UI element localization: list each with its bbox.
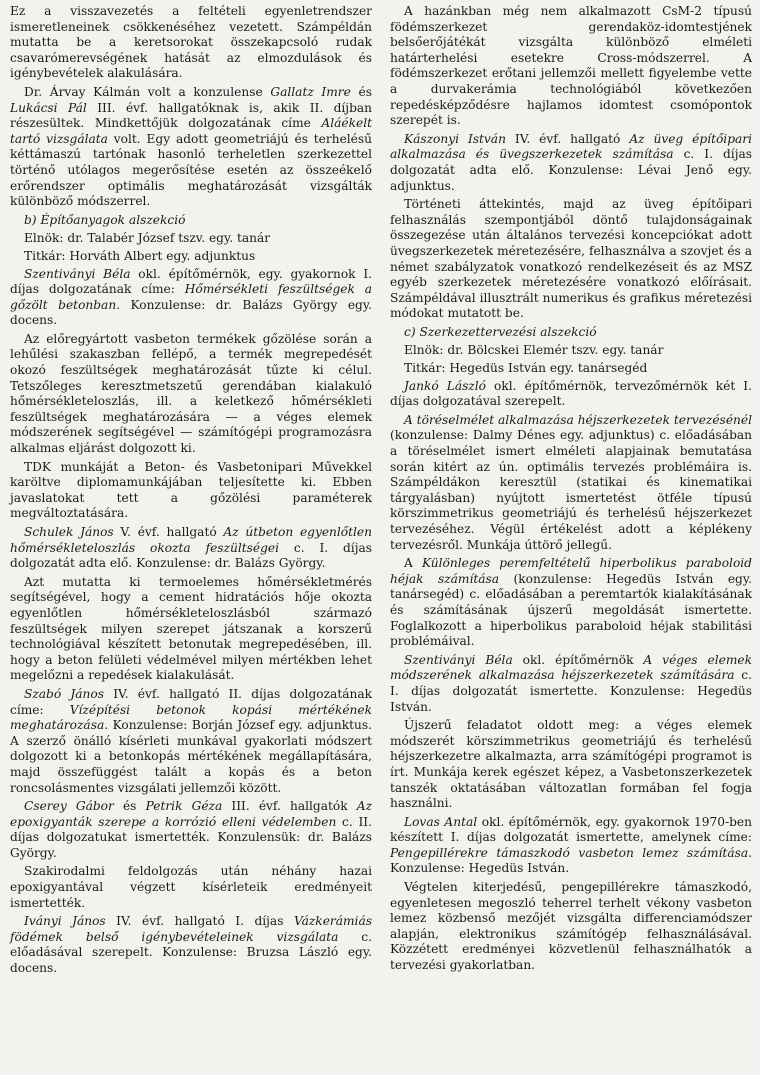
italic-text: Az útbeton egyenlőtlen hőmérsékleteloszlás okozta feszültségei <box>10 525 372 555</box>
italic-text: Építőanyagok alszekció <box>40 212 186 227</box>
italic-text: Gallatz Imre <box>270 84 351 99</box>
text-run: c. I. díjas dolgozatát ismertette. Konzulense: Hegedüs István. <box>390 668 753 714</box>
text-run: . Konzulense: Borján József egy. adjunktus. A szerző önálló kísérleti munkával gyakorlati módszert dolgozott ki a betonkopás mértékének megállapítására, majd összefüggést talált a kopás és a beton roncsolásmentes vizsgálati jellemzői között. <box>10 718 372 795</box>
text-run: c. II. díjas dolgozatukat ismertették. Konzulensük: dr. Balázs György. <box>10 814 372 860</box>
section-heading <box>10 213 372 229</box>
text-run: (konzulense: Dalmy Dénes egy. adjunktus) c. előadásában a töréselmélet ismert elméleti alapjainak bemutatása során kitért az ún. optimális tervezés problémáira is. Számpéldákon keresztül (statikai és kinematikai tárgyalásban) nyújtott ismertetést ötféle típusú körszimmetrikus geometriájú és terhelésű héjszerkezet tervezéséhez. Végül értékelést adott a képlékeny tervezésről. Munkája úttörő jellegű. <box>390 428 752 552</box>
italic-text: Schulek János <box>24 525 114 539</box>
committee-line <box>390 343 752 359</box>
text-run: Újszerű feladatot oldott meg: a véges elemek módszerét körszimmetrikus geometriájú és terhelésű héjszerkezetre alkalmazta, arra számítógépi programot is írt. Munkája kerek egészet képez, a Vasbetonszerkezetek tanszék oktatásában változatlan formában fel fogja használni. <box>390 718 752 811</box>
paragraph <box>390 556 752 650</box>
text-run: Elnök: dr. Bölcskei Elemér tszv. egy. tanár <box>404 343 664 358</box>
italic-text: Szentiványi Béla <box>24 266 131 281</box>
paragraph <box>390 815 752 877</box>
text-run: Ez a visszavezetés a feltételi egyenletrendszer ismeretleneinek csökkenéséhez vezetett. Számpéldán mutatta be a keretsorokat összekapcsoló rudak csavarómerevségének hatását az elmozdulások és igénybevételek alakulására. <box>10 4 372 81</box>
paragraph <box>390 653 752 715</box>
text-run: okl. építőmérnök, egy. gyakornok I. díjas dolgozatának címe: <box>10 266 373 297</box>
paragraph <box>390 4 752 129</box>
paragraph <box>10 864 372 911</box>
paragraph <box>390 718 752 812</box>
text-run: III. évf. hallgatók <box>222 799 357 814</box>
left-column <box>10 4 372 980</box>
text-run: A hazánkban még nem alkalmazott CsM-2 típusú födémszerkezet gerendaköz-idomtestjének belsőerőjátékát vizsgálta különböző elméleti határterhelési esetekre Cross-módszerrel. A födémszerkezet erőtani jellemzői mellett figyelembe vette a durvakerámia technológiából következően repedésképződésre hajlamos idomtest csomópontok szerepét is. <box>390 4 752 128</box>
paragraph <box>390 880 752 974</box>
text-run: c. előadásával szerepelt. Konzulense: Bruzsa László egy. docens. <box>10 929 373 976</box>
text-run: Dr. Árvay Kálmán volt a konzulense <box>24 84 271 99</box>
italic-text: Szentiványi Béla <box>404 652 513 667</box>
italic-text: Az üveg építőipari alkalmazása és üvegszerkezetek számítása <box>390 131 752 162</box>
paragraph <box>10 525 372 572</box>
paragraph <box>10 85 372 210</box>
committee-line <box>10 231 372 247</box>
text-run: . Konzulense: Hegedüs István. <box>390 845 752 876</box>
paragraph <box>390 197 752 322</box>
italic-text: Hőmérsékleti feszültségek a gőzölt betonban <box>10 282 372 312</box>
text-run: okl. építőmérnök, tervezőmérnök két I. díjas dolgozatával szerepelt. <box>390 378 752 409</box>
italic-text: Kászonyi István <box>404 131 506 146</box>
committee-line <box>10 249 372 265</box>
text-run: Elnök: dr. Talabér József tszv. egy. tanár <box>24 231 271 246</box>
paragraph <box>10 575 372 684</box>
text-run: Titkár: Horváth Albert egy. adjunktus <box>24 248 256 263</box>
italic-text: Az epoxigyanták szerepe a korrózió elleni védelemben <box>10 799 372 829</box>
text-run: Szakirodalmi feldolgozás után néhány hazai epoxigyantával végzett kísérleteik eredményeit ismertették. <box>10 864 372 910</box>
paragraph <box>10 332 372 457</box>
committee-line <box>390 361 752 377</box>
paragraph <box>10 4 372 82</box>
text-run: okl. építőmérnök <box>512 652 644 667</box>
paragraph <box>10 460 372 522</box>
italic-text: Különleges peremfeltételű hiperbolikus paraboloid héjak számítása <box>390 556 752 586</box>
text-run: (konzulense: Hegedüs István egy. tanársegéd) c. előadásában a peremtartók kialakításának és számításának újszerű megoldását ismertette. Foglalkozott a hiperbolikus paraboloid héjak stabilitási problémáival. <box>390 571 752 649</box>
text-run: A <box>404 556 422 571</box>
text-run: és <box>113 799 146 814</box>
italic-text: A véges elemek módszerének alkalmazása héjszerkezetek számítására <box>390 652 752 683</box>
italic-text: Jankó László <box>404 378 487 393</box>
text-run: és <box>350 84 373 99</box>
paragraph <box>390 379 752 410</box>
text-run: IV. évf. hallgató I. díjas <box>105 914 294 929</box>
paragraph <box>10 914 372 976</box>
italic-text: Cserey Gábor <box>24 799 114 814</box>
text-run: Titkár: Hegedüs István egy. tanársegéd <box>404 361 648 376</box>
text-run: volt. Egy adott geometriájú és terhelésű kéttámaszú tartónak hasonló terheletlen szerkezettel történő utólagos megerősítése esetén az összeékelő erőrendszer optimális meghatározását vizsgálták különböző módszerrel. <box>10 131 372 209</box>
italic-text: Szerkezettervezési alszekció <box>419 324 597 339</box>
text-run: Az előregyártott vasbeton termékek gőzölése során a lehűlési szakaszban fellépő, a termék megrepedését okozó feszültségek meghatározását tűzte ki célul. Tetszőleges keresztmetszetű gerendában kialakuló hőmérsékleteloszlás, ill. a keletkező hőmérsékleti feszültségek meghatározására — a véges elemek módszerének segítségével — számítógépi programozásra alkalmas eljárást dolgozott ki. <box>10 331 372 456</box>
text-run: okl. építőmérnök, egy. gyakornok 1970-ben készített I. díjas dolgozatát ismertette, amelynek címe: <box>390 814 752 845</box>
text-run: c) <box>404 324 420 339</box>
section-heading <box>390 325 752 341</box>
text-run: IV. évf. hallgató <box>505 131 630 146</box>
paragraph <box>10 687 372 796</box>
text-run: III. évf. hallgatóknak is, akik II. díjban részesültek. Mindkettőjük dolgozatának címe <box>10 100 372 131</box>
italic-text: Iványi János <box>24 914 106 929</box>
italic-text: Aláékelt tartó vizsgálata <box>10 116 372 146</box>
paragraph <box>390 413 752 553</box>
italic-text: Lovas Antal <box>404 814 478 829</box>
italic-text: Vázkerámiás födémek belső igénybevételeinek vizsgálata <box>10 914 372 944</box>
italic-text: Szabó János <box>24 686 104 701</box>
text-run: V. évf. hallgató <box>113 525 224 539</box>
right-column <box>390 4 752 977</box>
paragraph <box>10 267 372 329</box>
italic-text: A töréselmélet alkalmazása héjszerkezetek tervezésénél <box>404 412 752 427</box>
paragraph <box>390 132 752 194</box>
paragraph <box>10 799 372 861</box>
italic-text: Pengepillérekre támaszkodó vasbeton lemez számítása <box>390 845 749 860</box>
text-run: Történeti áttekintés, majd az üveg építőipari felhasználás szempontjából döntő tulajdonságainak összegezése után általános tervezési koncepciókat adott üvegszerkezetek méretezésére, felhasználva a szovjet és a német szabályzatok vonatkozó rendelkezéseit és az MSZ egyéb szerkezetek méretezésére vonatkozó előírásait. Számpéldával illusztrált numerikus és grafikus méretezési módokat mutatott be. <box>390 197 752 321</box>
text-run: TDK munkáját a Beton- és Vasbetonipari Művekkel karöltve diplomamunkájában teljesítette ki. Ebben javaslatokat tett a gőzölési paraméterek megváltoztatására. <box>10 459 372 521</box>
text-run: Azt mutatta ki termoelemes hőmérsékletmérés segítségével, hogy a cement hidratációs hője okozta egyenlőtlen hőmérsékleteloszlásból származó feszültségek milyen szerepet játszanak a korszerű technológiával készített betonutak megrepedésében, ill. hogy a beton felületi védelmével milyen mértékben lehet megelőzni a repedések kialakulását. <box>10 574 372 683</box>
text-run: IV. évf. hallgató II. díjas dolgozatának címe: <box>10 686 372 717</box>
text-run: . Konzulense: dr. Balázs György egy. docens. <box>10 297 373 328</box>
text-run: Végtelen kiterjedésű, pengepillérekre támaszkodó, egyenletesen megoszló teherrel terhelt vékony vasbeton lemez közbenső mezőjét vizsgálta differenciamódszer alapján, elektronikus számítógép felhasználásával. Közzétett eredményei közvetlenül felhasználhatók a tervezési gyakorlatban. <box>390 880 752 973</box>
text-run: b) <box>24 212 41 227</box>
text-run: c. I. díjas dolgozatát adta elő. Konzulense: dr. Balázs György. <box>10 540 372 571</box>
text-run: c. I. díjas dolgozatát adta elő. Konzulense: Lévai Jenő egy. adjunktus. <box>390 147 752 193</box>
italic-text: Lukácsi Pál <box>10 100 87 115</box>
italic-text: Vízépítési betonok kopási mértékének meghatározása <box>10 702 372 733</box>
italic-text: Petrik Géza <box>145 799 223 814</box>
